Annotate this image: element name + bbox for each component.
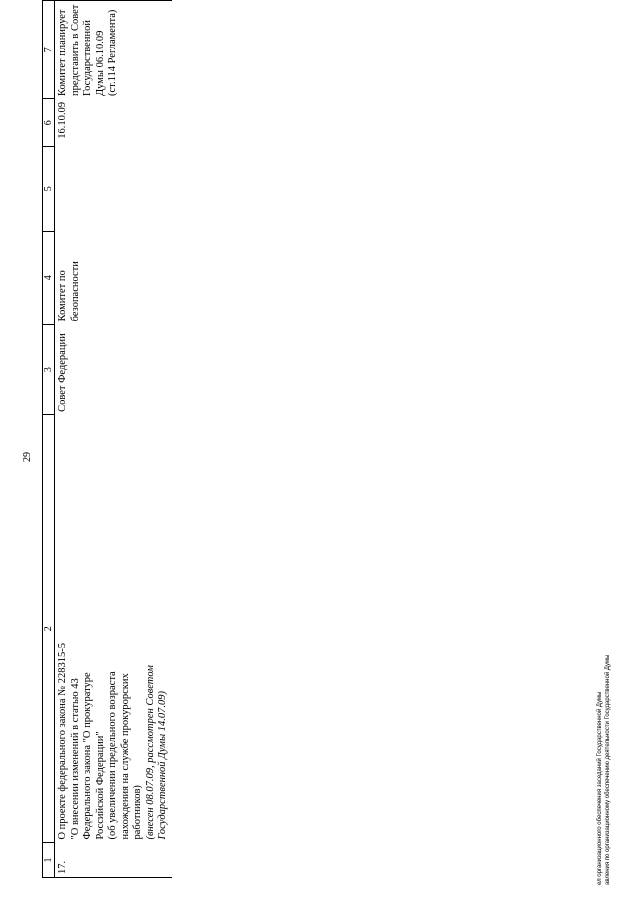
header-col-7: 7: [43, 1, 55, 99]
page-number: 29: [22, 452, 33, 462]
table-header-row: [43, 1, 55, 878]
committee-cell: [55, 231, 172, 324]
bill-note-line: Государственной Думы 14.07.09): [157, 691, 168, 840]
header-col-5: 5: [43, 147, 55, 232]
remark-line: представить в Совет: [69, 4, 81, 96]
date-cell: 16.10.09: [57, 101, 68, 139]
bill-title-line: "О внесении изменений в статью 43: [69, 678, 81, 840]
footer-line: ел организационного обеспечения заседаний Государственной Думы: [597, 691, 603, 885]
row-number: 17.: [55, 843, 172, 878]
initiator-cell: Совет Федерации: [57, 333, 68, 412]
remark-line: Государственной: [82, 20, 93, 96]
bill-title-line: О проекте федерального закона № 228315-5: [57, 643, 68, 840]
bill-title-line: нахождения на службе прокурорских: [119, 673, 131, 840]
bill-title-line: Российской Федерации": [94, 731, 106, 840]
bill-description-cell: [55, 415, 172, 843]
header-col-4: 4: [43, 231, 55, 324]
bill-title-line: (об увеличении предельного возраста: [107, 671, 118, 840]
remark-cell: [55, 1, 172, 99]
committee-line: безопасности: [69, 261, 81, 322]
header-col-1: 1: [43, 843, 55, 878]
header-col-6: 6: [43, 99, 55, 147]
remark-line: (ст.114 Регламента): [107, 9, 118, 96]
bill-note-line: (внесен 08.07.09, рассмотрен Советом: [144, 665, 156, 840]
bill-title-line: Федерального закона "О прокуратуре: [82, 672, 93, 840]
bill-title-line: работников): [132, 785, 143, 840]
footer-line: авления по организационному обеспечению деятельности Государственной Думы: [605, 654, 611, 885]
header-col-3: 3: [43, 324, 55, 415]
table-row: [55, 1, 172, 878]
col5-cell: [55, 147, 172, 232]
remark-line: Думы 06.10.09: [94, 30, 106, 96]
header-col-2: 2: [43, 415, 55, 843]
remark-line: Комитет планирует: [57, 9, 68, 96]
footer-signature: [596, 655, 612, 885]
committee-line: Комитет по: [57, 270, 68, 322]
bills-table: [42, 0, 172, 878]
